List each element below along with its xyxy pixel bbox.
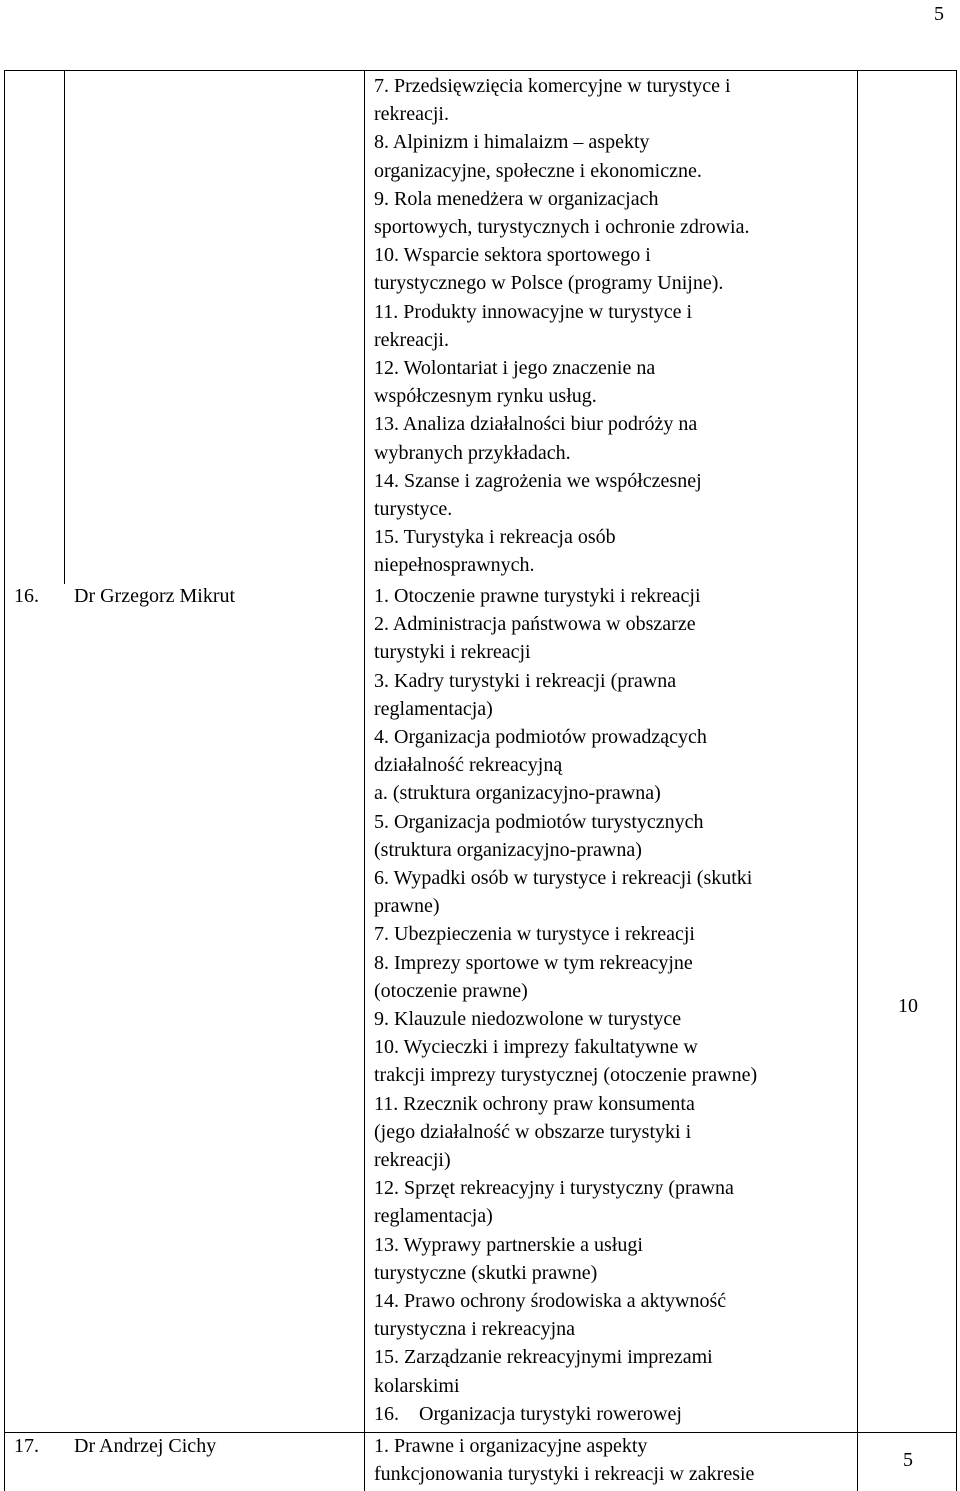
topic-line: (jego działalność w obszarze turystyki i [374, 1120, 692, 1143]
topic-line: prawne) [374, 895, 440, 918]
table-right-border [956, 70, 957, 1491]
topic-line: turystyki i rekreacji [374, 641, 531, 664]
topic-line: 9. Rola menedżera w organizacjach [374, 187, 659, 210]
topic-line: 8. Alpinizm i himalaizm – aspekty [374, 131, 650, 154]
topics-list [374, 1432, 854, 1488]
topic-line: 8. Imprezy sportowe w tym rekreacyjne [374, 951, 693, 974]
hours-cell: 5 [903, 1449, 913, 1471]
topic-line: turystycznego w Polsce (programy Unijne). [374, 272, 724, 295]
topic-line: rekreacji. [374, 328, 449, 351]
topic-line: 13. Analiza działalności biur podróży na [374, 413, 698, 436]
topic-line: 13. Wyprawy partnerskie a usługi [374, 1233, 643, 1256]
column-divider [364, 70, 365, 1491]
topic-line: 6. Wypadki osób w turystyce i rekreacji (skutki [374, 867, 753, 890]
topic-line: niepełnosprawnych. [374, 554, 535, 577]
topic-line: 11. Rzecznik ochrony praw konsumenta [374, 1092, 695, 1115]
lecturer-name: Dr Andrzej Cichy [74, 1435, 217, 1457]
topic-line: 11. Produkty innowacyjne w turystyce i [374, 300, 693, 323]
topic-line: 14. Prawo ochrony środowiska a aktywność [374, 1290, 727, 1313]
topic-line: reglamentacja) [374, 697, 493, 720]
topic-line: rekreacji) [374, 1149, 451, 1172]
topic-line: działalność rekreacyjną [374, 754, 563, 777]
topic-line: 15. Zarządzanie rekreacyjnymi imprezami [374, 1346, 713, 1369]
column-divider [857, 70, 858, 1491]
lecturer-name: Dr Grzegorz Mikrut [74, 585, 236, 607]
topic-line: rekreacji. [374, 103, 449, 126]
row-number: 17. [14, 1435, 39, 1457]
topic-line: trakcji imprezy turystycznej (otoczenie prawne) [374, 1064, 758, 1087]
topic-line: organizacyjne, społeczne i ekonomiczne. [374, 159, 702, 182]
topic-line: 14. Szanse i zagrożenia we współczesnej [374, 469, 702, 492]
page-number: 5 [934, 3, 944, 25]
topic-line: a. (struktura organizacyjno-prawna) [374, 782, 661, 805]
topic-line: 7. Przedsięwzięcia komercyjne w turystyce i [374, 75, 731, 97]
topic-line: 1. Prawne i organizacyjne aspekty [374, 1435, 648, 1457]
topic-line: 3. Kadry turystyki i rekreacji (prawna [374, 669, 677, 692]
topic-line: 15. Turystyka i rekreacja osób [374, 526, 616, 549]
topic-line: sportowych, turystycznych i ochronie zdrowia. [374, 216, 750, 239]
topic-line: 10. Wycieczki i imprezy fakultatywne w [374, 1036, 698, 1059]
topic-line: 16. Organizacja turystyki rowerowej [374, 1402, 682, 1425]
column-divider [64, 70, 65, 584]
topic-line: reglamentacja) [374, 1205, 493, 1228]
topic-line: turystyczne (skutki prawne) [374, 1261, 598, 1284]
topic-line: 2. Administracja państwowa w obszarze [374, 613, 696, 636]
table-top-border [4, 70, 957, 71]
topics-list [374, 582, 854, 1428]
topic-line: 12. Sprzęt rekreacyjny i turystyczny (prawna [374, 1177, 734, 1200]
table-left-border [4, 70, 5, 1491]
topic-line: (struktura organizacyjno-prawna) [374, 838, 642, 861]
topic-line: (otoczenie prawne) [374, 979, 528, 1002]
topic-line: 9. Klauzule niedozwolone w turystyce [374, 1008, 682, 1031]
topic-line: kolarskimi [374, 1374, 460, 1397]
topic-line: 1. Otoczenie prawne turystyki i rekreacji [374, 585, 701, 607]
topic-line: turystyce. [374, 498, 453, 521]
topic-line: funkcjonowania turystyki i rekreacji w zakresie [374, 1463, 755, 1486]
topic-line: 4. Organizacja podmiotów prowadzących [374, 726, 707, 749]
topic-line: 12. Wolontariat i jego znaczenie na [374, 357, 656, 380]
topic-line: 10. Wsparcie sektora sportowego i [374, 244, 651, 267]
hours-cell: 10 [898, 995, 918, 1017]
row-number: 16. [14, 585, 39, 607]
topic-line: 5. Organizacja podmiotów turystycznych [374, 810, 704, 833]
topic-line: współczesnym rynku usług. [374, 385, 597, 408]
topic-line: 7. Ubezpieczenia w turystyce i rekreacji [374, 923, 695, 946]
topic-line: turystyczna i rekreacyjna [374, 1318, 576, 1341]
topics-list-continued [374, 72, 854, 580]
topic-line: wybranych przykładach. [374, 441, 571, 464]
